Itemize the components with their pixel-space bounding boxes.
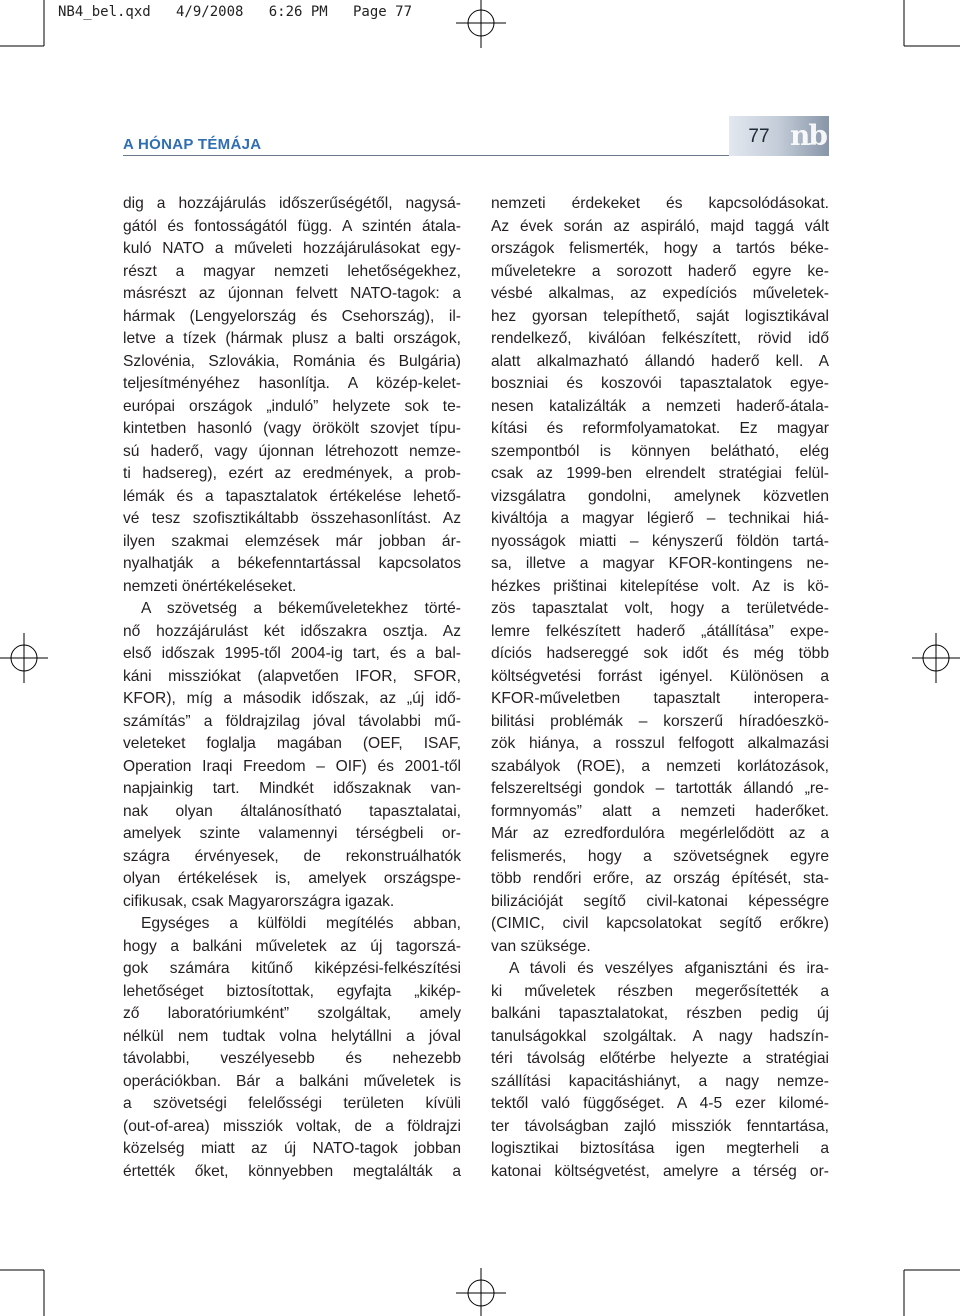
text-line: kintetben hasonló (vagy örökölt szovjet típu- xyxy=(123,420,461,437)
text-line: boszniai és koszovói tapasztalatok egye- xyxy=(491,375,829,392)
text-line: ző laboratóriumként” szolgáltak, amely xyxy=(123,1005,461,1022)
text-line: Operation Iraqi Freedom – OIF) és 2001-től xyxy=(123,757,461,775)
text-line: kítási és reformfolyamatokat. Ez magyar xyxy=(491,420,829,437)
text-line: távolabbi, veszélyesebb és nehezebb xyxy=(123,1050,461,1067)
text-line: hézkes prištinai kitelepítése volt. Az is kö- xyxy=(491,577,829,595)
text-line: Már az ezredfordulóra megérlelődött az a xyxy=(491,825,829,842)
text-line: nyosságok miatti – kényszerű földön tartá- xyxy=(491,532,829,550)
text-line: A távoli és veszélyes afganisztáni és ira- xyxy=(509,960,829,977)
section-title: A HÓNAP TÉMÁJA xyxy=(123,136,262,153)
text-line: lehetőséget biztosítottak, egyfajta „kikép- xyxy=(123,982,461,1000)
text-line: olyan értékelések is, amelyek országspe- xyxy=(123,870,461,887)
text-line: a szövetségi felelősségi területen kívüli xyxy=(123,1095,461,1112)
text-line: sú haderő, vagy újonnan létrehozott nemze- xyxy=(123,442,461,460)
text-line: nélkül nem tudtak volna helytállni a jóval xyxy=(123,1027,461,1045)
text-line: számítás” a földrajzilag jóval távolabbi mű- xyxy=(123,712,461,730)
text-line: ter távolságban zajló missziók fenntartása, xyxy=(491,1117,829,1135)
text-line: veleteket foglalja magában (OEF, ISAF, xyxy=(123,735,461,752)
page-number-tab xyxy=(729,116,829,156)
text-line: bilitási problémák – korszerű híradóeszkö- xyxy=(491,712,829,730)
text-line: rendelkező, kiválóan felkészített, rövid idő xyxy=(491,330,829,347)
print-slug: NB4_bel.qxd 4/9/2008 6:26 PM Page 77 xyxy=(58,4,413,20)
text-line: bilizációját segítő civil-katonai képességre xyxy=(491,892,829,910)
text-line: katonai költségvetést, amelyre a térség or- xyxy=(491,1162,829,1180)
page-number: 77 xyxy=(748,126,770,147)
text-line: sa, illetve a magyar KFOR-kontingens ne- xyxy=(491,555,829,572)
text-line: részt a magyar nemzeti lehetőségekhez, xyxy=(123,262,461,280)
text-line: alatt alkalmazható állandó haderő kell. A xyxy=(491,352,829,370)
text-line: ti hadsereg), ezért az eredmények, a prob- xyxy=(123,465,461,482)
text-line: amelyek szinte valamennyi térségbeli or- xyxy=(123,825,461,842)
text-line: lemre felkészített haderő „átállítása” expe- xyxy=(491,622,829,640)
text-line: cifikusak, csak Magyarországra igazak. xyxy=(123,892,395,910)
left-column xyxy=(123,193,461,1183)
text-line: kiváltója a magyar légierő – technikai hiá- xyxy=(491,510,829,527)
text-line: nemzeti érdekeket és kapcsolódásokat. xyxy=(491,195,829,212)
text-line: csak az 1999-ben elrendelt stratégiai felül- xyxy=(491,465,829,482)
text-line: Egységes a külföldi megítélés abban, xyxy=(141,915,461,932)
text-line: műveletekre a sorozott haderő egyre ke- xyxy=(491,262,829,280)
text-line: nyalhatják a békefenntartással kapcsolatos xyxy=(123,555,461,572)
text-line: lémák és a tapasztalatok értékelése lehető- xyxy=(123,487,461,505)
text-line: tanulságokkal szolgáltak. A nagy hadszín- xyxy=(491,1027,829,1045)
text-line: A szövetség a békeműveletekhez törté- xyxy=(141,600,461,617)
text-line: van szüksége. xyxy=(491,937,591,955)
header-rule xyxy=(123,155,829,156)
text-line: nesen katalizálták a nemzeti haderő-átala- xyxy=(491,397,829,415)
right-column xyxy=(491,193,829,1183)
text-line: költségvetési forrást igényel. Különösen a xyxy=(491,667,829,685)
text-line: KFOR), míg a második időszak, az „új idő- xyxy=(123,690,461,707)
text-line: felismerés, hogy a szövetségnek egyre xyxy=(491,847,829,865)
text-line: vésbé alkalmas, az expedíciós műveletek- xyxy=(491,285,829,302)
text-line: hez gyorsan telepíthető, saját logisztikával xyxy=(491,307,829,325)
text-line: hogy a balkáni műveletek az új tagorszá- xyxy=(123,937,461,955)
text-line: logisztikai biztosítása igen megterheli a xyxy=(491,1140,829,1157)
text-line: kuló NATO a műveleti hozzájárulásokat egy- xyxy=(123,240,461,257)
magazine-logo: nb xyxy=(790,119,826,152)
text-line: (CIMIC, civil kapcsolatokat segítő erőkre) xyxy=(491,915,829,932)
text-line: szállítási kapacitáshiányt, a nagy nemze- xyxy=(491,1072,829,1090)
text-line: ilyen szakmai elemzések már jobban ár- xyxy=(123,532,461,550)
text-line: hármak (Lengyelország és Csehország), il- xyxy=(123,307,461,325)
text-line: (out-of-area) missziók voltak, de a földrajzi xyxy=(123,1117,461,1135)
text-line: zös tapasztalat volt, hogy a területvéde- xyxy=(491,600,829,617)
text-line: téri távolság előtérbe helyezte a stratégiai xyxy=(491,1050,829,1067)
text-line: ki műveletek részben megerősítették a xyxy=(491,982,829,1000)
registration-mark-right xyxy=(912,633,960,683)
text-line: zök hiánya, a rosszul felfogott alkalmazási xyxy=(491,735,829,752)
text-line: nő hozzájárulást két időszakra osztja. Az xyxy=(123,622,461,640)
text-line: szágra érvényesek, de rekonstruálhatók xyxy=(123,847,461,865)
text-line: vizsgálatra gondolni, amelynek közvetlen xyxy=(491,487,829,505)
text-line: nak olyan általánosítható tapasztalatai, xyxy=(123,802,461,820)
text-line: formnyomás” alatt a nemzeti haderőket. xyxy=(491,802,829,820)
text-line: díciós hadsereggé sok időt és még több xyxy=(491,645,829,662)
text-line: első időszak 1995-től 2004-ig tart, és a bal- xyxy=(123,645,461,662)
text-line: gok számára kitűnő kiképzési-felkészítési xyxy=(123,960,461,977)
text-line: káni missziókat (alapvetően IFOR, SFOR, xyxy=(123,667,461,685)
text-line: szabályok (ROE), a nemzeti korlátozások, xyxy=(491,757,829,775)
text-line: operációkban. Bár a balkáni műveletek is xyxy=(123,1072,461,1090)
text-line: közelség miatt az új NATO-tagok jobban xyxy=(123,1140,461,1157)
text-line: nemzeti önértékeléseket. xyxy=(123,577,297,595)
text-line: több rendőri erőre, az ország építését, sta- xyxy=(491,870,829,887)
text-line: európai országok „induló” helyzete sok te- xyxy=(123,397,461,415)
registration-mark-left xyxy=(0,633,48,683)
text-line: teljesítményéhez hasonlítja. A közép-kelet- xyxy=(123,375,461,392)
text-line: dig a hozzájárulás időszerűségétől, nagysá- xyxy=(123,195,461,212)
text-line: másrészt az újonnan felvett NATO-tagok: a xyxy=(123,285,461,302)
text-line: balkáni tapasztalatokat, részben pedig új xyxy=(491,1005,829,1022)
text-line: napjainkig tart. Mindkét időszaknak van- xyxy=(123,780,461,797)
text-line: felszereltségi gondok – tartották állandó „re- xyxy=(491,780,829,797)
registration-mark-bottom xyxy=(456,1268,506,1316)
text-line: országok felismerték, hogy a tartós béke- xyxy=(491,240,829,257)
text-line: letve a tízek (hármak plusz a balti országok, xyxy=(123,330,461,347)
text-line: tektől való függőséget. A 4-5 ezer kilomé- xyxy=(491,1095,829,1112)
text-line: KFOR-műveletben tapasztalt interopera- xyxy=(491,690,829,707)
text-line: Az évek során az aspiráló, majd taggá vált xyxy=(491,217,829,235)
text-line: gától és fontosságától függ. A szintén átala- xyxy=(123,217,461,235)
registration-mark-top xyxy=(456,0,506,48)
text-line: értették őket, könnyebben megtalálták a xyxy=(123,1162,461,1180)
text-line: Szlovénia, Szlovákia, Románia és Bulgária) xyxy=(123,352,461,370)
text-line: szempontból is könnyen belátható, elég xyxy=(491,442,829,460)
text-line: vé tesz szofisztikáltabb összehasonlítást. Az xyxy=(123,510,461,527)
